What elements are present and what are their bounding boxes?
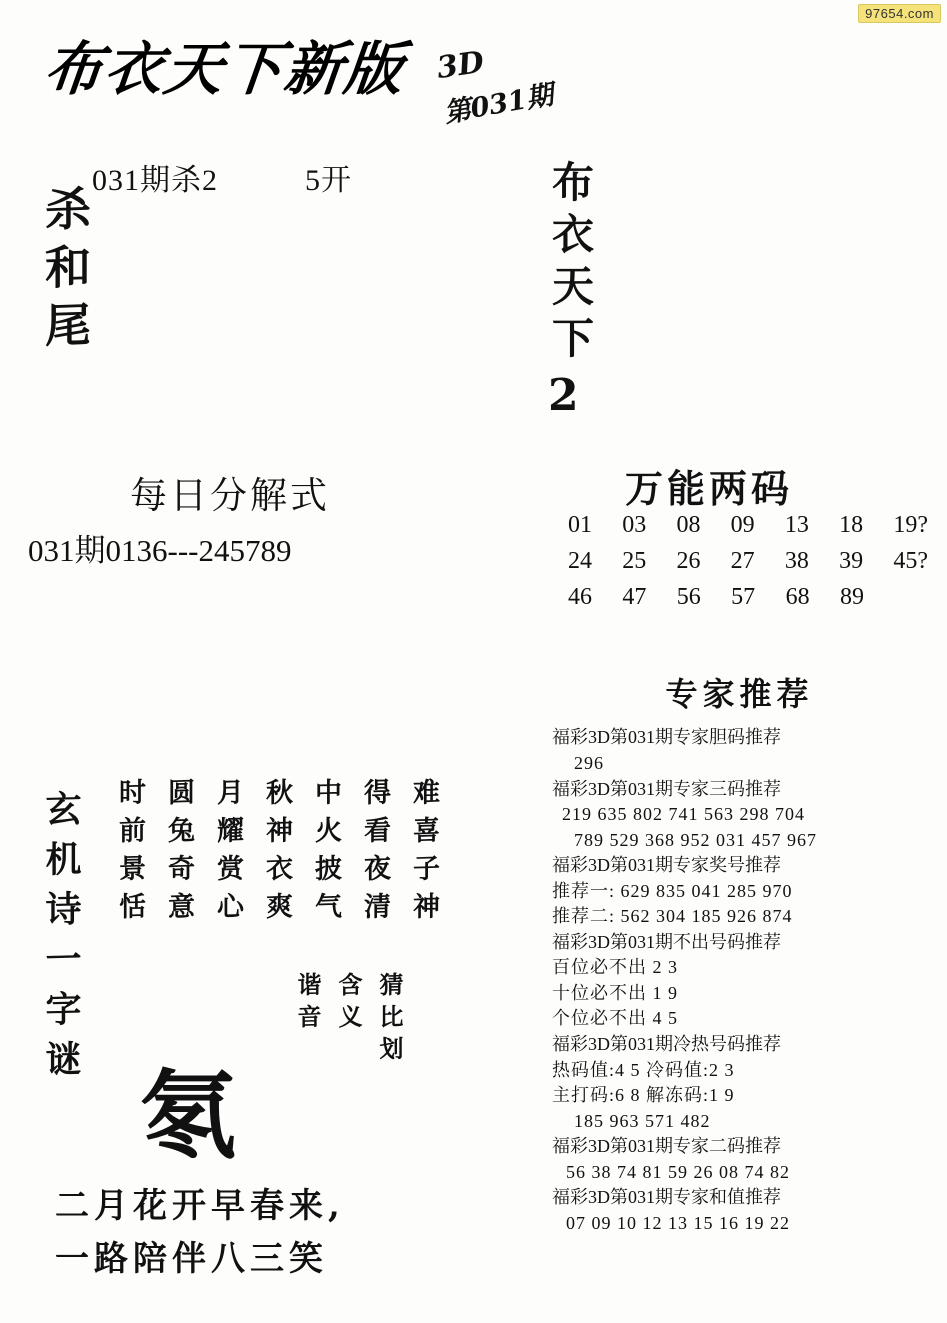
expert-section-line: 185 963 571 482: [574, 1110, 711, 1131]
universal-cell: 45?: [893, 548, 928, 574]
universal-cell: 56: [676, 584, 701, 610]
expert-section-line: 十位必不出 1 9: [552, 982, 678, 1003]
expert-section-line: 07 09 10 12 13 15 16 19 22: [566, 1212, 790, 1233]
universal-cell: 24: [568, 548, 592, 574]
riddle-hint: 猜比划: [375, 971, 404, 1069]
poem-column: 月耀赏心: [212, 777, 243, 931]
expert-section-line: 推荐一: 629 835 041 285 970: [552, 880, 793, 901]
expert-section: [552, 777, 927, 854]
universal-cell: 39: [839, 548, 864, 574]
riddle-hint: 谐音: [293, 971, 322, 1037]
poem-columns: [110, 778, 443, 930]
poem-column: 时前景恬: [114, 777, 145, 931]
expert-section-heading: 福彩3D第031期专家二码推荐: [552, 1136, 781, 1157]
bottom-poem-line: 一路陪伴八三笑: [55, 1238, 328, 1279]
expert-section-heading: 福彩3D第031期不出号码推荐: [552, 931, 781, 952]
poem-column: 圆兔奇意: [163, 777, 194, 931]
poem-column: 中火披气: [310, 777, 341, 931]
expert-section: [552, 1032, 927, 1134]
universal-cell: 09: [730, 512, 755, 538]
expert-section-heading: 福彩3D第031期专家和值推荐: [552, 1187, 781, 1208]
universal-cell: 19?: [893, 512, 928, 538]
brand-number: 2: [548, 370, 579, 421]
expert-section-line: 219 635 802 741 563 298 704: [562, 804, 805, 825]
kill-extra-label: 5开: [305, 164, 352, 197]
universal-row: [568, 512, 928, 539]
expert-section-heading: 福彩3D第031期冷热号码推荐: [552, 1034, 781, 1054]
poem-vertical-title: 玄机诗一字谜: [40, 789, 82, 1091]
riddle-hint: 含义: [334, 971, 363, 1037]
universal-cell: 18: [839, 512, 864, 538]
expert-section: [552, 1185, 927, 1236]
universal-cell: 08: [676, 512, 701, 538]
universal-cell: 47: [622, 584, 647, 610]
universal-cell: 26: [676, 548, 701, 574]
daily-formula-title: 每日分解式: [130, 476, 330, 517]
universal-cell: 25: [622, 548, 647, 574]
page-title: 布衣天下新版: [40, 35, 409, 103]
kill-number-line: [92, 155, 352, 199]
brand-vertical-title: 布衣天下: [546, 160, 595, 368]
universal-cell: 68: [785, 584, 810, 610]
poem-column: 得看夜清: [359, 777, 390, 931]
expert-panel-title: 专家推荐: [665, 675, 814, 713]
kill-label: 031期杀2: [92, 164, 218, 197]
game-type-label: 3D: [434, 44, 487, 87]
expert-section-line: 百位必不出 2 3: [552, 957, 678, 978]
daily-formula-value: 031期0136---245789: [28, 533, 292, 568]
bottom-poem: [55, 1180, 345, 1285]
expert-section-line: 56 38 74 81 59 26 08 74 82: [566, 1161, 790, 1182]
vertical-kill-title: 杀和尾: [38, 184, 92, 360]
universal-row: [568, 548, 928, 575]
universal-two-code-grid: [568, 512, 928, 620]
universal-two-code-title: 万能两码: [625, 469, 794, 511]
universal-cell: 38: [784, 548, 809, 574]
poem-column: 秋神衣爽: [261, 777, 292, 931]
expert-section-heading: 福彩3D第031期专家奖号推荐: [552, 855, 781, 876]
poem-column: 难喜子神: [408, 777, 439, 931]
universal-cell: 89: [839, 584, 864, 610]
riddle-character: 氡: [140, 1059, 236, 1172]
universal-cell: 01: [568, 512, 592, 538]
expert-section-line: 个位必不出 4 5: [552, 1008, 678, 1029]
expert-section: [552, 725, 927, 776]
expert-recommendation-panel: [552, 672, 927, 1236]
expert-section-line: 789 529 368 952 031 457 967: [574, 829, 817, 850]
expert-section-line: 推荐二: 562 304 185 926 874: [552, 906, 793, 927]
universal-cell: 27: [730, 548, 755, 574]
expert-section-heading: 福彩3D第031期专家胆码推荐: [552, 727, 781, 748]
expert-section-heading: 福彩3D第031期专家三码推荐: [552, 778, 781, 799]
issue-number-label: 第031期: [441, 79, 556, 130]
universal-cell: 03: [622, 512, 647, 538]
riddle-hint-columns: [290, 972, 407, 1068]
universal-cell: 57: [731, 584, 756, 610]
expert-section-line: 296: [574, 752, 604, 773]
expert-section: [552, 930, 927, 1032]
universal-cell: 13: [784, 512, 809, 538]
watermark-label: 97654.com: [858, 4, 941, 23]
expert-section: [552, 1134, 927, 1185]
bottom-poem-line: 二月花开早春来,: [55, 1186, 345, 1226]
universal-cell: 46: [568, 584, 592, 610]
universal-row: [568, 584, 864, 611]
expert-section-line: 主打码:6 8 解冻码:1 9: [552, 1085, 735, 1106]
expert-section-line: 热码值:4 5 冷码值:2 3: [552, 1059, 735, 1080]
expert-section: [552, 853, 927, 930]
